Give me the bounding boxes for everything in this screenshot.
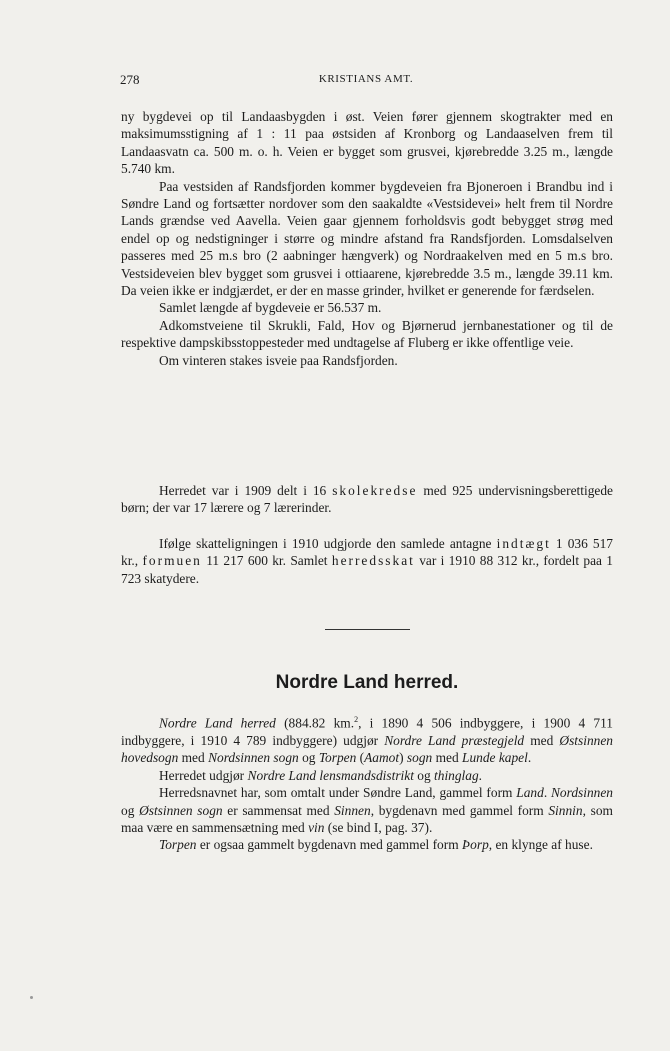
paragraph-torpen: Torpen er ogsaa gammelt bygdenavn med gammel form Þorp, en klynge af huse. [159,837,593,853]
school-section [121,482,613,517]
tax-section [121,535,613,587]
section-title: Nordre Land herred. [275,672,459,693]
page-header [120,72,612,92]
section-divider [325,629,410,630]
nordre-land-section [121,711,613,854]
paragraph-landaas-road: ny bygdevei op til Landaasbygden i øst. Veien fører gjennem skogtrakter med en maksimumsstigning af 1 : 11 paa østsiden af Kronborg og Landaaselven frem til Landaasvatn ca. 500 m. o. h. Veien er bygget som grusvei, kjørebredde 3.25 m., længde 5.740 km. [121,109,613,177]
paragraph-name-origin: Herredsnavnet har, som omtalt under Søndre Land, gammel form Land. Nordsinnen og Østsinnen sogn er sammensat med Sinnen, bygdenavn med gammel form Sinnin, som maa være en sammensætning med vin (se bind I, pag. 37). [121,785,613,835]
paragraph-schools: Herredet var i 1909 delt i 16 skolekredse med 925 undervisningsberettigede børn; der var 17 lærere og 7 lærerinder. [121,483,613,516]
running-head: KRISTIANS AMT. [318,73,414,85]
paragraph-access-roads: Adkomstveiene til Skrukli, Fald, Hov og Bjørnerud jernbanestationer og til de respektive dampskibsstoppesteder med undtagelse af Fluberg er ikke offentlige veie. [121,317,613,351]
paragraph-taxes: Ifølge skatteligningen i 1910 udgjorde den samlede antagne indtægt 1 036 517 kr., formuen 11 217 600 kr. Samlet herredsskat var i 1910 88 312 kr., fordelt paa 1 723 skatydere. [121,536,613,586]
paragraph-vestsidevei: Paa vestsiden af Randsfjorden kommer bygdeveien fra Bjoneroen i Brandbu ind i Søndre Land og fortsætter nordover som den saakaldte «Vestsidevei» helt frem til Nordre Lands grændse ved Aavella. Veien gaar gjennem forholdsvis godt bebygget strøg med endel op og nedstigninger i større og mindre afstand fra Randsfjorden. Lomsdalselven passeres med 25 m.s bro (2 aabninger hængverk) og Nordraakelven med en 5 m.s bro. Vestsideveien blev bygget som grusvei i ottiaarene, kjørebredde 3.5 m., længde 39.11 km. Da veien ikke er indgjærdet, er der en masse grinder, hvilket er generende for færdselen. [121,178,613,299]
page-number: 278 [120,72,140,87]
paragraph-ice-roads: Om vinteren stakes isveie paa Randsfjorden. [159,352,398,368]
paragraph-total-length: Samlet længde af bygdeveie er 56.537 m. [159,300,382,316]
roads-section [121,108,613,369]
paper-speck [30,996,33,999]
paragraph-district: Herredet udgjør Nordre Land lensmandsdistrikt og thinglag. [159,767,483,783]
paragraph-intro: Nordre Land herred (884.82 km.$^2$, i 1890 4 506 indbyggere, i 1900 4 711 indbyggere, i 1910 4 789 indbyggere) udgjør Nordre Land præstegjeld med Østsinnen hovedsogn med Nordsinnen sogn og Torpen (Aamot) sogn med Lunde kapel. [121,715,614,766]
